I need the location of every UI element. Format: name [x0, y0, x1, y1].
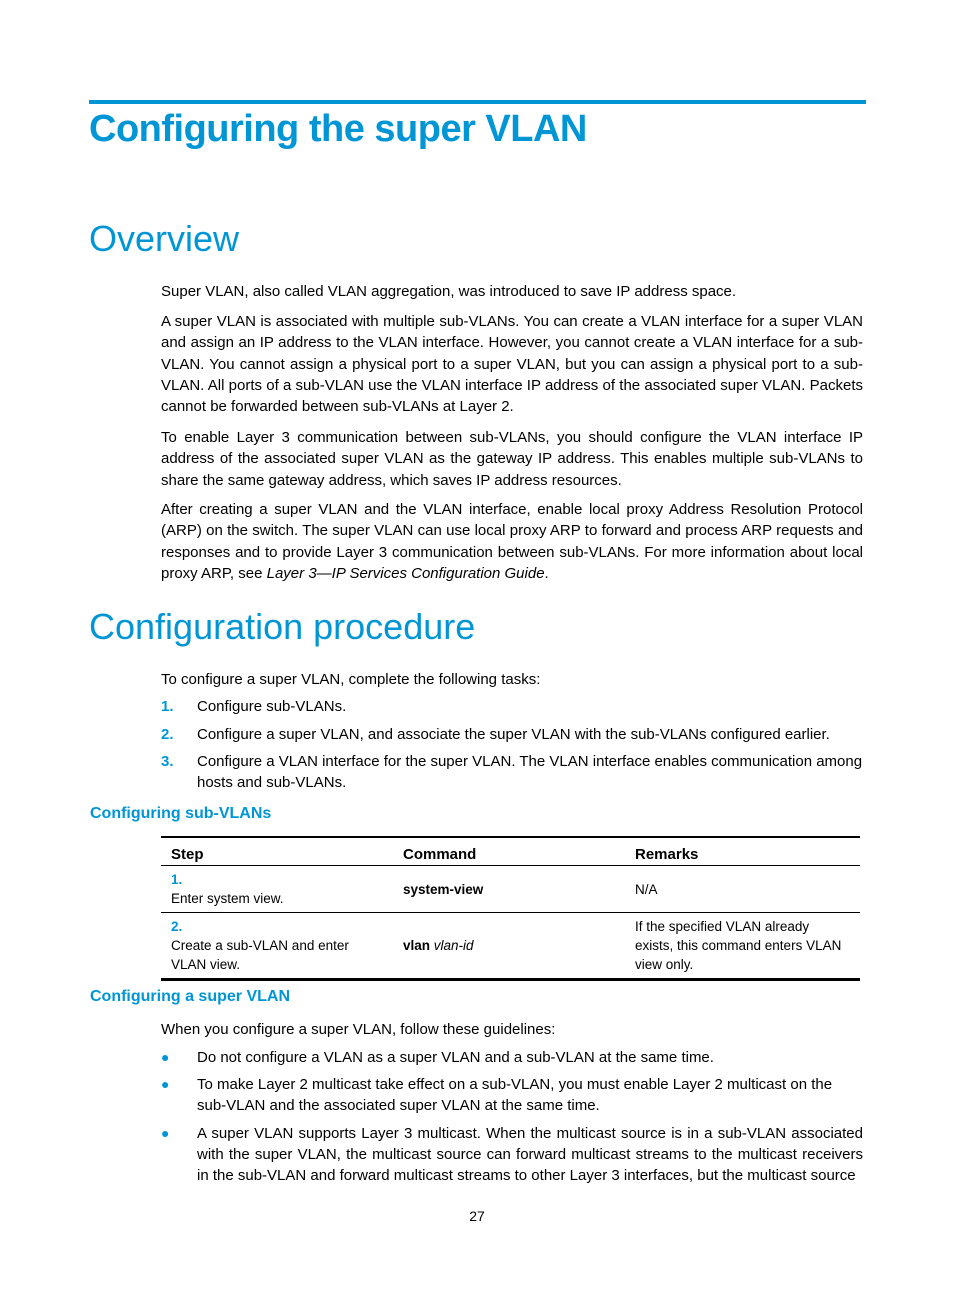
- command-keyword: vlan: [403, 938, 431, 953]
- header-remarks: Remarks: [625, 837, 860, 866]
- task-text: Configure sub-VLANs.: [197, 698, 347, 715]
- header-command: Command: [393, 837, 625, 866]
- task-number: 2.: [161, 726, 174, 743]
- command-argument: vlan-id: [433, 938, 474, 953]
- guideline-item: [161, 1047, 863, 1068]
- command-keyword: system-view: [403, 881, 484, 897]
- chapter-title: Configuring the super VLAN: [89, 108, 587, 150]
- task-text: Configure a super VLAN, and associate the super VLAN with the sub-VLANs configured earlier.: [197, 726, 830, 743]
- page-number: 27: [469, 1208, 485, 1224]
- bullet-icon: ●: [161, 1076, 170, 1092]
- task-item: [161, 696, 863, 717]
- task-number: 3.: [161, 753, 174, 770]
- task-item: [161, 724, 863, 745]
- super-vlan-intro: When you configure a super VLAN, follow these guidelines:: [161, 1021, 556, 1038]
- remarks-cell: N/A: [625, 866, 860, 913]
- overview-paragraph-4: [161, 499, 863, 584]
- bullet-icon: ●: [161, 1049, 170, 1065]
- table-row: [161, 866, 860, 913]
- task-text: Configure a VLAN interface for the super VLAN. The VLAN interface enables communication among hosts and sub-VLANs.: [197, 753, 863, 791]
- overview-paragraph-3: To enable Layer 3 communication between sub-VLANs, you should configure the VLAN interface IP address of the associated super VLAN as the gateway IP address. This enables multiple sub-VLANs to share the same gateway address, which saves IP address resources.: [161, 429, 863, 489]
- guideline-text: A super VLAN supports Layer 3 multicast. When the multicast source is in a sub-VLAN associated with the super VLAN, the multicast source can forward multicast streams to the multicast receivers in the sub-VLAN and forward multicast streams to other Layer 3 interfaces, but the multicast source: [197, 1125, 863, 1184]
- command-cell: [393, 866, 625, 913]
- sub-vlans-heading: Configuring sub-VLANs: [90, 805, 272, 822]
- chapter-rule: [89, 100, 866, 104]
- procedure-heading: Configuration procedure: [89, 606, 476, 647]
- guideline-text: To make Layer 2 multicast take effect on a sub-VLAN, you must enable Layer 2 multicast on the sub-VLAN and the associated super VLAN at the same time.: [197, 1076, 833, 1114]
- super-vlan-heading: Configuring a super VLAN: [90, 988, 290, 1005]
- overview-paragraph-4-end: .: [544, 564, 549, 582]
- guide-reference: Layer 3—IP Services Configuration Guide: [266, 564, 545, 582]
- guideline-text: Do not configure a VLAN as a super VLAN and a sub-VLAN at the same time.: [197, 1049, 714, 1066]
- step-number: 1.: [171, 872, 183, 887]
- step-text: Enter system view.: [171, 891, 284, 906]
- overview-paragraph-1: Super VLAN, also called VLAN aggregation, was introduced to save IP address space.: [161, 283, 737, 300]
- header-step: Step: [161, 837, 393, 866]
- guideline-item: [161, 1074, 863, 1116]
- procedure-intro: To configure a super VLAN, complete the following tasks:: [161, 671, 541, 688]
- overview-heading: Overview: [89, 218, 240, 259]
- sub-vlans-table: [161, 836, 860, 981]
- guideline-item: [161, 1123, 863, 1186]
- step-cell: [161, 913, 393, 980]
- command-cell: [393, 913, 625, 980]
- table-header-row: [161, 837, 860, 866]
- step-cell: [161, 866, 393, 913]
- bullet-icon: ●: [161, 1125, 170, 1141]
- overview-paragraph-2: A super VLAN is associated with multiple sub-VLANs. You can create a VLAN interface for a super VLAN and assign an IP address to the VLAN interface. However, you cannot create a VLAN interface for a sub-VLAN. You cannot assign a physical port to a super VLAN, but you can assign a physical port to a sub-VLAN. All ports of a sub-VLAN use the VLAN interface IP address of the associated super VLAN. Packets cannot be forwarded between sub-VLANs at Layer 2.: [161, 313, 863, 416]
- task-item: [161, 751, 863, 793]
- task-number: 1.: [161, 698, 174, 715]
- remarks-cell: If the specified VLAN already exists, this command enters VLAN view only.: [635, 919, 842, 972]
- step-text: Create a sub-VLAN and enter VLAN view.: [171, 938, 349, 972]
- table-row: [161, 913, 860, 980]
- step-number: 2.: [171, 919, 183, 934]
- overview-paragraph-4-text: After creating a super VLAN and the VLAN interface, enable local proxy Address Resolution Protocol (ARP) on the switch. The super VLAN can use local proxy ARP to forward and process ARP requests and responses and to provide Layer 3 communication between sub-VLANs. For more information about local proxy ARP, see: [161, 501, 863, 582]
